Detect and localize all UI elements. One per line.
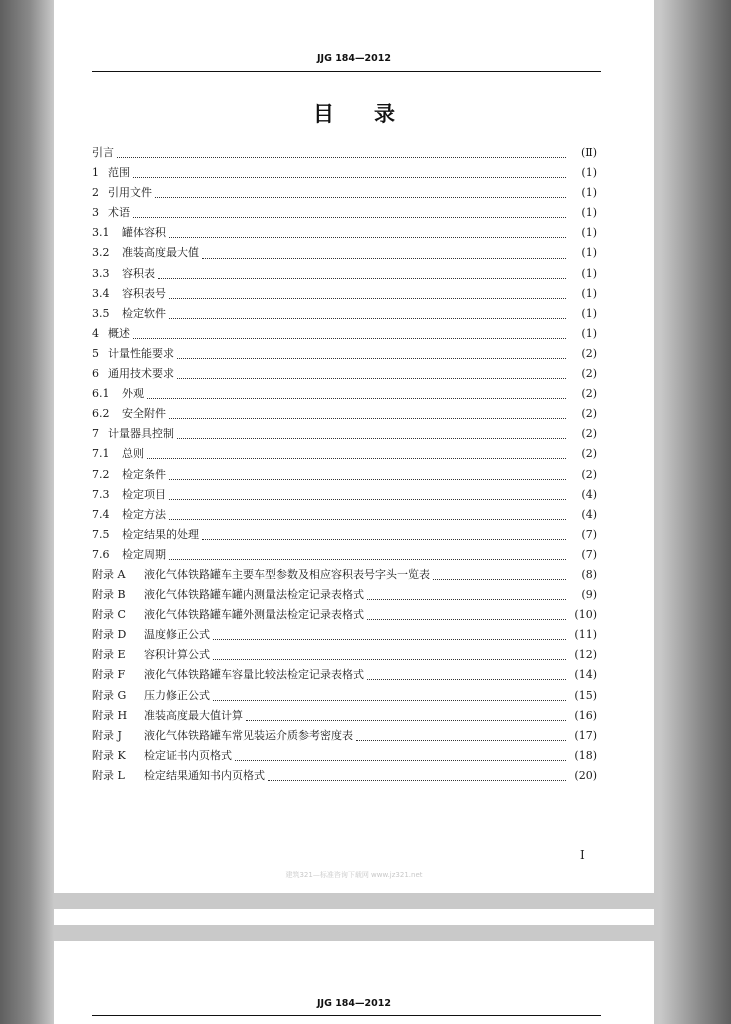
header-rule: [92, 71, 601, 72]
toc-entry-page: (1): [581, 246, 597, 260]
toc-entry-page: (4): [581, 507, 597, 521]
dot-leader: [169, 311, 566, 319]
toc-entry-label: 容积计算公式: [144, 648, 210, 662]
toc-entry-page: (1): [581, 306, 597, 320]
toc-entry-number: 附录 E: [92, 648, 126, 662]
toc-entry[interactable]: [92, 645, 597, 665]
toc-entry-label: 范围: [108, 166, 130, 180]
toc-entry-page: (10): [574, 608, 597, 622]
toc-entry-number: 附录 H: [92, 708, 128, 722]
header-rule: [92, 1015, 601, 1016]
toc-entry-number: 7.2: [92, 467, 110, 481]
dot-leader: [158, 271, 566, 279]
toc-entry-label: 通用技术要求: [108, 367, 174, 381]
toc-entry[interactable]: [92, 565, 597, 585]
toc-entry-number: 7.1: [92, 447, 110, 461]
toc-entry-page: (2): [581, 367, 597, 381]
toc-entry-number: 7.5: [92, 527, 110, 541]
toc-entry-label: 计量器具控制: [108, 427, 174, 441]
toc-entry-label: 检定结果的处理: [122, 527, 199, 541]
toc-entry-number: 3.2: [92, 246, 110, 260]
dot-leader: [147, 391, 566, 399]
toc-entry[interactable]: [92, 284, 597, 304]
toc-entry-label: 总则: [122, 447, 144, 461]
toc-entry-label: 安全附件: [122, 407, 166, 421]
toc-entry-number: 3.1: [92, 226, 110, 240]
toc-entry-number: 附录 D: [92, 628, 127, 642]
toc-entry-label: 计量性能要求: [108, 346, 174, 360]
dot-leader: [177, 431, 566, 439]
toc-entry-number: 附录 L: [92, 768, 125, 782]
toc-entry-label: 压力修正公式: [144, 688, 210, 702]
toc-entry-label: 液化气体铁路罐车罐外测量法检定记录表格式: [144, 608, 364, 622]
page-folio: I: [580, 848, 585, 862]
dot-leader: [367, 592, 566, 600]
toc-entry-number: 5: [92, 346, 99, 360]
toc-entry-number: 附录 J: [92, 728, 122, 742]
toc-entry-label: 术语: [108, 206, 130, 220]
toc-entry-page: (2): [581, 346, 597, 360]
dot-leader: [169, 411, 566, 419]
toc-entry-number: 3.5: [92, 306, 110, 320]
table-of-contents: [92, 143, 597, 786]
dot-leader: [213, 693, 566, 701]
toc-entry[interactable]: [92, 344, 597, 364]
toc-entry-number: 附录 C: [92, 608, 126, 622]
dot-leader: [133, 331, 566, 339]
toc-entry[interactable]: [92, 465, 597, 485]
toc-entry[interactable]: [92, 404, 597, 424]
dot-leader: [433, 572, 566, 580]
toc-entry-number: 2: [92, 186, 99, 200]
toc-entry-label: 检定项目: [122, 487, 166, 501]
toc-entry[interactable]: [92, 545, 597, 565]
toc-entry-page: (1): [581, 166, 597, 180]
toc-entry-page: (2): [581, 447, 597, 461]
toc-entry-page: (1): [581, 206, 597, 220]
toc-entry-number: 7: [92, 427, 99, 441]
toc-entry-label: 容积表: [122, 266, 155, 280]
toc-entry-number: 附录 F: [92, 668, 126, 682]
toc-entry-page: (14): [574, 668, 597, 682]
toc-entry-label: 检定条件: [122, 467, 166, 481]
toc-entry-number: 附录 K: [92, 748, 126, 762]
dot-leader: [177, 351, 566, 359]
toc-entry-label: 液化气体铁路罐车罐内测量法检定记录表格式: [144, 588, 364, 602]
running-header: JJG 184—2012: [317, 53, 391, 64]
dot-leader: [169, 230, 566, 238]
toc-entry-number: 3.4: [92, 286, 110, 300]
document-page-1: [54, 0, 654, 893]
toc-entry-number: 7.4: [92, 507, 110, 521]
dot-leader: [155, 190, 566, 198]
toc-entry[interactable]: [92, 525, 597, 545]
toc-entry-label: 检定方法: [122, 507, 166, 521]
toc-entry-page: (1): [581, 326, 597, 340]
toc-entry[interactable]: [92, 665, 597, 685]
toc-entry-page: (Ⅱ): [580, 146, 597, 159]
toc-entry-number: 6.1: [92, 387, 110, 401]
toc-entry-number: 6: [92, 367, 99, 381]
dot-leader: [356, 733, 566, 741]
dot-leader: [169, 492, 566, 500]
toc-entry-page: (16): [574, 708, 597, 722]
dot-leader: [147, 451, 566, 459]
running-header: JJG 184—2012: [317, 998, 391, 1009]
toc-entry-page: (17): [574, 728, 597, 742]
toc-entry-page: (7): [581, 527, 597, 541]
dot-leader: [169, 472, 566, 480]
toc-entry-page: (12): [574, 648, 597, 662]
toc-entry[interactable]: [92, 625, 597, 645]
toc-entry-number: 3: [92, 206, 99, 220]
toc-entry-number: 附录 A: [92, 567, 126, 581]
toc-entry[interactable]: [92, 485, 597, 505]
dot-leader: [133, 210, 566, 218]
watermark-text: 建筑321—标准咨询下载网 www.jz321.net: [285, 871, 423, 879]
dot-leader: [235, 753, 566, 761]
toc-entry-page: (2): [581, 427, 597, 441]
toc-title-char-1: 目: [313, 102, 334, 126]
toc-entry[interactable]: [92, 505, 597, 525]
toc-entry-number: 1: [92, 166, 99, 180]
toc-entry-label: 外观: [122, 387, 144, 401]
toc-entry-page: (1): [581, 186, 597, 200]
page-gap-strip: [54, 909, 654, 925]
toc-entry-number: 附录 G: [92, 688, 127, 702]
toc-entry-page: (2): [581, 407, 597, 421]
toc-entry-label: 检定周期: [122, 547, 166, 561]
toc-entry[interactable]: [92, 726, 597, 746]
toc-entry-page: (20): [574, 768, 597, 782]
toc-entry[interactable]: [92, 686, 597, 706]
toc-entry-number: 7.3: [92, 487, 110, 501]
toc-entry-number: 附录 B: [92, 588, 126, 602]
dot-leader: [169, 512, 566, 520]
toc-entry-label: 检定证书内页格式: [144, 748, 232, 762]
toc-entry[interactable]: [92, 706, 597, 726]
toc-entry[interactable]: [92, 766, 597, 786]
toc-entry[interactable]: [92, 444, 597, 464]
toc-entry-page: (15): [574, 688, 597, 702]
dot-leader: [169, 552, 566, 560]
toc-entry-page: (2): [581, 387, 597, 401]
toc-entry[interactable]: [92, 243, 597, 263]
toc-entry[interactable]: [92, 264, 597, 284]
toc-entry[interactable]: [92, 384, 597, 404]
toc-entry-label: 温度修正公式: [144, 628, 210, 642]
toc-entry[interactable]: [92, 605, 597, 625]
toc-entry-label: 引言: [92, 146, 114, 159]
toc-entry-page: (11): [574, 628, 597, 642]
dot-leader: [213, 632, 566, 640]
toc-entry[interactable]: [92, 163, 597, 183]
toc-entry-label: 检定软件: [122, 306, 166, 320]
toc-title: [54, 98, 654, 128]
toc-entry-label: 概述: [108, 326, 130, 340]
toc-entry-label: 液化气体铁路罐车主要车型参数及相应容积表号字头一览表: [144, 567, 430, 581]
toc-entry-page: (8): [581, 567, 597, 581]
toc-entry[interactable]: [92, 585, 597, 605]
dot-leader: [202, 251, 566, 259]
toc-entry-label: 液化气体铁路罐车常见装运介质参考密度表: [144, 728, 353, 742]
toc-entry-page: (4): [581, 487, 597, 501]
toc-entry-number: 7.6: [92, 547, 110, 561]
document-page-2: [54, 941, 654, 1024]
toc-entry[interactable]: [92, 746, 597, 766]
toc-entry-number: 3.3: [92, 266, 110, 280]
toc-entry-label: 准装高度最大值: [122, 246, 199, 260]
toc-entry-page: (1): [581, 266, 597, 280]
toc-entry-number: 4: [92, 326, 99, 340]
toc-entry-label: 罐体容积: [122, 226, 166, 240]
dot-leader: [202, 532, 566, 540]
toc-entry-page: (9): [581, 588, 597, 602]
dot-leader: [177, 371, 566, 379]
toc-title-char-2: 录: [374, 102, 395, 126]
toc-entry[interactable]: [92, 304, 597, 324]
dot-leader: [268, 773, 566, 781]
toc-entry-label: 液化气体铁路罐车容量比较法检定记录表格式: [144, 668, 364, 682]
toc-entry[interactable]: [92, 183, 597, 203]
toc-entry-page: (2): [581, 467, 597, 481]
dot-leader: [246, 713, 566, 721]
dot-leader: [213, 652, 566, 660]
toc-entry-label: 容积表号: [122, 286, 166, 300]
dot-leader: [367, 672, 566, 680]
dot-leader: [367, 612, 566, 620]
toc-entry-number: 6.2: [92, 407, 110, 421]
toc-entry[interactable]: [92, 324, 597, 344]
toc-entry[interactable]: [92, 364, 597, 384]
toc-entry-page: (1): [581, 226, 597, 240]
toc-entry-label: 引用文件: [108, 186, 152, 200]
toc-entry-label: 准装高度最大值计算: [144, 708, 243, 722]
toc-entry[interactable]: [92, 143, 597, 163]
toc-entry-page: (18): [574, 748, 597, 762]
dot-leader: [169, 291, 566, 299]
toc-entry[interactable]: [92, 203, 597, 223]
toc-entry[interactable]: [92, 424, 597, 444]
toc-entry-label: 检定结果通知书内页格式: [144, 768, 265, 782]
toc-entry[interactable]: [92, 223, 597, 243]
dot-leader: [117, 150, 566, 158]
dot-leader: [133, 170, 566, 178]
toc-entry-page: (1): [581, 286, 597, 300]
toc-entry-page: (7): [581, 547, 597, 561]
